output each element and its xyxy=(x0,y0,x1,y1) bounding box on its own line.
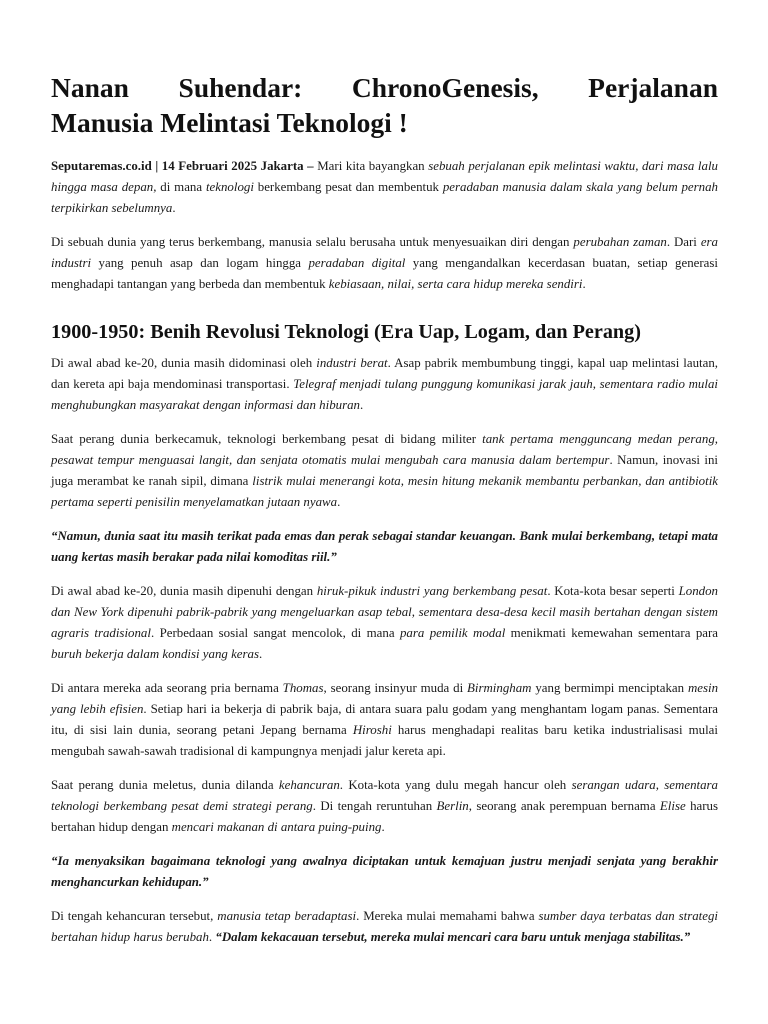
text-run: . xyxy=(360,398,364,412)
emphasis-run: Hiroshi xyxy=(352,723,392,737)
text-run: . Kota-kota besar seperti xyxy=(547,584,679,598)
emphasis-run: peradaban manusia dalam skala yang belum pernah terpikirkan sebelumnya xyxy=(51,180,718,215)
emphasis-run: Elise xyxy=(659,799,686,813)
emphasis-run: sumber daya terbatas dan strategi bertahan hidup harus berubah xyxy=(51,909,718,944)
emphasis-run: Berlin xyxy=(436,799,469,813)
emphasis-run: Birmingham xyxy=(467,681,532,695)
paragraph xyxy=(51,906,718,948)
emphasis-run: Telegraf menjadi tulang punggung komunikasi jarak jauh, sementara radio mulai menghubungkan masyarakat dengan informasi dan hiburan xyxy=(51,377,718,412)
section-heading: 1900-1950: Benih Revolusi Teknologi (Era Uap, Logam, dan Perang) xyxy=(51,321,641,343)
intro-paragraph xyxy=(51,156,718,219)
emphasis-run: listrik mulai menerangi kota, mesin hitung mekanik membantu perbankan, dan antibiotik pertama seperti penisilin menyelamatkan jutaan nyawa xyxy=(51,474,719,509)
text-run: Di tengah kehancuran tersebut, xyxy=(51,909,218,923)
text-run: Di antara mereka ada seorang pria bernama xyxy=(51,681,283,695)
text-run: Di awal abad ke-20, dunia masih didominasi oleh xyxy=(51,356,317,370)
text-run: yang bermimpi menciptakan xyxy=(531,681,688,695)
pull-quote: “Ia menyaksikan bagaimana teknologi yang awalnya diciptakan untuk kemajuan justru menjadi senjata yang berakhir menghancurkan kehidupan.” xyxy=(51,854,718,889)
emphasis-run: kebiasaan, nilai, serta cara hidup mereka sendiri xyxy=(328,277,583,291)
text-run: . Asap pabrik membumbung tinggi, kapal uap melintasi lautan, dan kereta api baja mendominasi transportasi. xyxy=(51,356,719,391)
text-run: . xyxy=(381,820,385,834)
emphasis-run: era industri xyxy=(51,235,718,270)
dateline: Seputaremas.co.id | 14 Februari 2025 Jakarta – xyxy=(51,159,314,173)
text-run: . Di tengah reruntuhan xyxy=(312,799,437,813)
emphasis-run: teknologi xyxy=(205,180,254,194)
emphasis-run: peradaban digital xyxy=(308,256,406,270)
text-run: . xyxy=(337,495,341,509)
text-run: Saat perang dunia meletus, dunia dilanda xyxy=(51,778,279,792)
pull-quote: “Namun, dunia saat itu masih terikat pada emas dan perak sebagai standar keuangan. Bank mulai berkembang, tetapi mata uang kertas masih berakar pada nilai komoditas riil.” xyxy=(51,529,718,564)
title-line-2: Manusia Melintasi Teknologi ! xyxy=(51,107,408,138)
text-run: . Dari xyxy=(666,235,701,249)
emphasis-run: mesin yang lebih efisien xyxy=(51,681,719,716)
emphasis-run: manusia tetap beradaptasi xyxy=(217,909,357,923)
text-run: . xyxy=(172,201,176,215)
paragraph xyxy=(51,232,718,295)
text-run: harus bertahan hidup dengan xyxy=(51,799,718,834)
emphasis-run: serangan udara, sementara teknologi berkembang pesat demi strategi perang xyxy=(51,778,718,813)
text-run: . Namun, inovasi ini juga merambat ke ranah sipil, dimana xyxy=(51,453,718,488)
text-run: Mari kita bayangkan xyxy=(313,159,429,173)
text-run: Saat perang dunia berkecamuk, teknologi berkembang pesat di bidang militer xyxy=(51,432,483,446)
text-run: Di sebuah dunia yang terus berkembang, manusia selalu berusaha untuk menyesuaikan diri dengan xyxy=(51,235,574,249)
emphasis-run: kehancuran xyxy=(278,778,340,792)
article-title xyxy=(51,70,718,140)
emphasis-run: London dan New York dipenuhi pabrik-pabrik yang mengeluarkan asap tebal, sementara desa-desa kecil masih bertahan dengan sistem agraris tradisional xyxy=(51,584,719,640)
paragraph xyxy=(51,775,718,838)
paragraph xyxy=(51,678,718,762)
text-run: Di awal abad ke-20, dunia masih dipenuhi dengan xyxy=(51,584,317,598)
text-run: berkembang pesat dan membentuk xyxy=(253,180,443,194)
paragraph xyxy=(51,429,718,513)
text-run: . Setiap hari ia bekerja di pabrik baja, di antara suara palu godam yang menghantam logam panas. Sementara itu, di sisi lain dunia, seorang petani Jepang bernama xyxy=(51,702,718,737)
text-run: . Kota-kota yang dulu megah hancur oleh xyxy=(339,778,572,792)
paragraph xyxy=(51,581,718,665)
emphasis-run: industri berat xyxy=(316,356,388,370)
paragraph xyxy=(51,353,718,416)
title-line-1: Nanan Suhendar: ChronoGenesis, Perjalanan xyxy=(51,72,718,103)
inline-quote: “Dalam kekacauan tersebut, mereka mulai mencari cara baru untuk menjaga stabilitas.” xyxy=(215,930,691,944)
text-run: . Mereka mulai memahami bahwa xyxy=(356,909,539,923)
emphasis-run: Thomas xyxy=(282,681,324,695)
emphasis-run: para pemilik modal xyxy=(399,626,506,640)
text-run: harus menghadapi realitas baru ketika industrialisasi mulai mengubah sawah-sawah tradisional di kampungnya menjadi jalur kereta api. xyxy=(51,723,718,758)
text-run: . xyxy=(208,930,216,944)
text-run: di mana xyxy=(156,180,206,194)
emphasis-run: tank pertama mengguncang medan perang, pesawat tempur menguasai langit, dan senjata otomatis mulai mengubah cara manusia dalam bertempur xyxy=(51,432,718,467)
article-body xyxy=(51,70,718,948)
text-run: menikmati kemewahan sementara para xyxy=(505,626,718,640)
emphasis-run: hiruk-pikuk industri yang berkembang pesat xyxy=(316,584,548,598)
text-run: . Perbedaan sosial sangat mencolok, di mana xyxy=(150,626,400,640)
text-run: yang mengandalkan kecerdasan buatan, setiap generasi menghadapi tantangan yang berbeda dan membentuk xyxy=(51,256,718,291)
emphasis-run: buruh bekerja dalam kondisi yang keras xyxy=(51,647,260,661)
text-run: , seorang anak perempuan bernama xyxy=(468,799,660,813)
text-run: yang penuh asap dan logam hingga xyxy=(91,256,309,270)
emphasis-run: sebuah perjalanan epik melintasi waktu, dari masa lalu hingga masa depan, xyxy=(51,159,718,194)
text-run: , seorang insinyur muda di xyxy=(323,681,468,695)
text-run: . xyxy=(582,277,586,291)
text-run: . xyxy=(259,647,263,661)
emphasis-run: perubahan zaman xyxy=(573,235,667,249)
emphasis-run: mencari makanan di antara puing-puing xyxy=(171,820,382,834)
